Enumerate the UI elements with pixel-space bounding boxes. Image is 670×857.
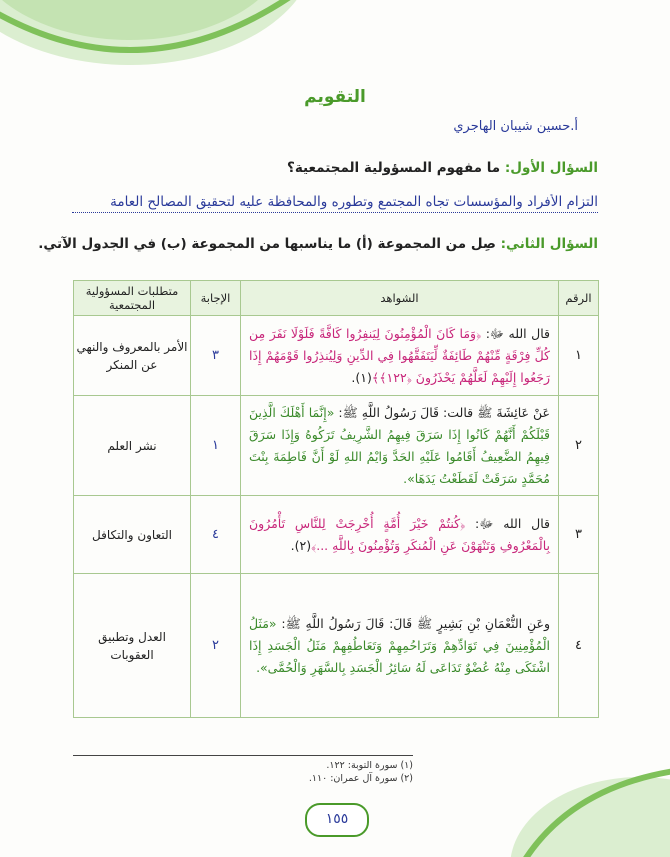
header-answer: الإجابة (191, 281, 241, 316)
question-one-text: ما مفهوم المسؤولية المجتمعية؟ (287, 160, 505, 176)
evidence-cell (241, 574, 559, 718)
answer-cell: ٢ (191, 574, 241, 718)
header-requirements: متطلبات المسؤولية المجتمعية (74, 281, 191, 316)
row-number: ٣ (559, 496, 599, 574)
row-number: ١ (559, 316, 599, 396)
footnote: (٢) سورة آل عمران: ١١٠. (308, 773, 413, 784)
question-one-answer: التزام الأفراد والمؤسسات تجاه المجتمع وتطوره والمحافظة عليه لتحقيق المصالح العامة (72, 194, 598, 213)
decorative-leaf-bottom (470, 737, 670, 857)
evidence-intro: قال الله ﷻ: (465, 515, 550, 531)
table-row (74, 574, 599, 718)
hadith-text: «مَثَلُ الْمُؤْمِنِينَ فِي تَوَادِّهِمْ وَتَرَاحُمِهِمْ وَتَعَاطُفِهِمْ مَثَلُ الْجَسَدِ إِذَا اشْتَكَى مِنْهُ عُضْوٌ تَدَاعَى لَهُ سَائِرُ الْجَسَدِ بِالسَّهَرِ وَالْحُمَّى». (249, 615, 550, 675)
table-header-row (74, 281, 599, 316)
question-one (287, 160, 598, 176)
answer-cell: ٤ (191, 496, 241, 574)
footnote-ref: (١). (351, 369, 372, 385)
evidence-intro: قال الله ﷻ: (481, 325, 551, 341)
question-one-label: السؤال الأول: (504, 160, 598, 176)
evidence-cell (241, 496, 559, 574)
page-number: ١٥٥ (305, 803, 369, 837)
table-row (74, 316, 599, 396)
page-title: التقويم (304, 87, 366, 107)
requirement-cell: التعاون والتكافل (74, 496, 191, 574)
row-number: ٤ (559, 574, 599, 718)
table-row (74, 496, 599, 574)
quran-verse: ﴿كُنتُمْ خَيْرَ أُمَّةٍ أُخْرِجَتْ لِلنَّاسِ تَأْمُرُونَ بِالْمَعْرُوفِ وَتَنْهَوْنَ عَنِ الْمُنكَرِ وَتُؤْمِنُونَ بِاللَّهِ ...﴾ (249, 515, 550, 553)
evidence-intro: عَنْ عَائِشَةَ ﷺ قالت: قَالَ رَسُولُ اللَّهِ ﷺ: (334, 404, 551, 420)
evidence-cell (241, 396, 559, 496)
answer-cell: ١ (191, 396, 241, 496)
requirement-cell: نشر العلم (74, 396, 191, 496)
footnote: (١) سورة التوبة: ١٢٢. (326, 760, 413, 771)
table-row (74, 396, 599, 496)
footnote-ref: (٢). (290, 537, 312, 553)
author-name: أ.حسين شيبان الهاجري (453, 119, 578, 134)
header-evidence: الشواهد (241, 281, 559, 316)
answer-cell: ٣ (191, 316, 241, 396)
footnote-divider (73, 755, 413, 756)
question-two-label: السؤال الثاني: (500, 236, 598, 252)
question-two (38, 236, 598, 252)
row-number: ٢ (559, 396, 599, 496)
quran-verse: ﴿وَمَا كَانَ الْمُؤْمِنُونَ لِيَنفِرُوا كَافَّةً فَلَوْلَا نَفَرَ مِن كُلِّ فِرْقَةٍ مِّنْهُمْ طَائِفَةٌ لِّيَتَفَقَّهُوا فِي الدِّينِ وَلِيُنذِرُوا قَوْمَهُمْ إِذَا رَجَعُوا إِلَيْهِمْ لَعَلَّهُمْ يَحْذَرُونَ ﴿١٢٢﴾﴾ (249, 325, 550, 385)
decorative-leaf-top (0, 0, 320, 80)
matching-table (73, 280, 599, 718)
evidence-intro: وعَنِ النُّعْمَانِ بْنِ بَشِيرٍ ﷺ قَالَ: قَالَ رَسُولُ اللَّهِ ﷺ: (276, 615, 550, 631)
requirement-cell: العدل وتطبيق العقوبات (74, 574, 191, 718)
evidence-cell (241, 316, 559, 396)
requirement-cell: الأمر بالمعروف والنهي عن المنكر (74, 316, 191, 396)
question-two-text: صِل من المجموعة (أ) ما يناسبها من المجموعة (ب) في الجدول الآتي. (38, 236, 501, 252)
hadith-text: «إِنَّمَا أَهْلَكَ الَّذِينَ قَبْلَكُمْ أَنَّهُمْ كَانُوا إِذَا سَرَقَ فِيهِمُ الشَّرِيفُ تَرَكُوهُ وَإِذَا سَرَقَ فِيهِمُ الضَّعِيفُ أَقَامُوا عَلَيْهِ الحَدَّ وَايْمُ اللهِ لَوْ أَنَّ فَاطِمَةَ بِنْتَ مُحَمَّدٍ سَرَقَتْ لَقَطَعْتُ يَدَهَا». (249, 404, 550, 486)
header-num: الرقم (559, 281, 599, 316)
